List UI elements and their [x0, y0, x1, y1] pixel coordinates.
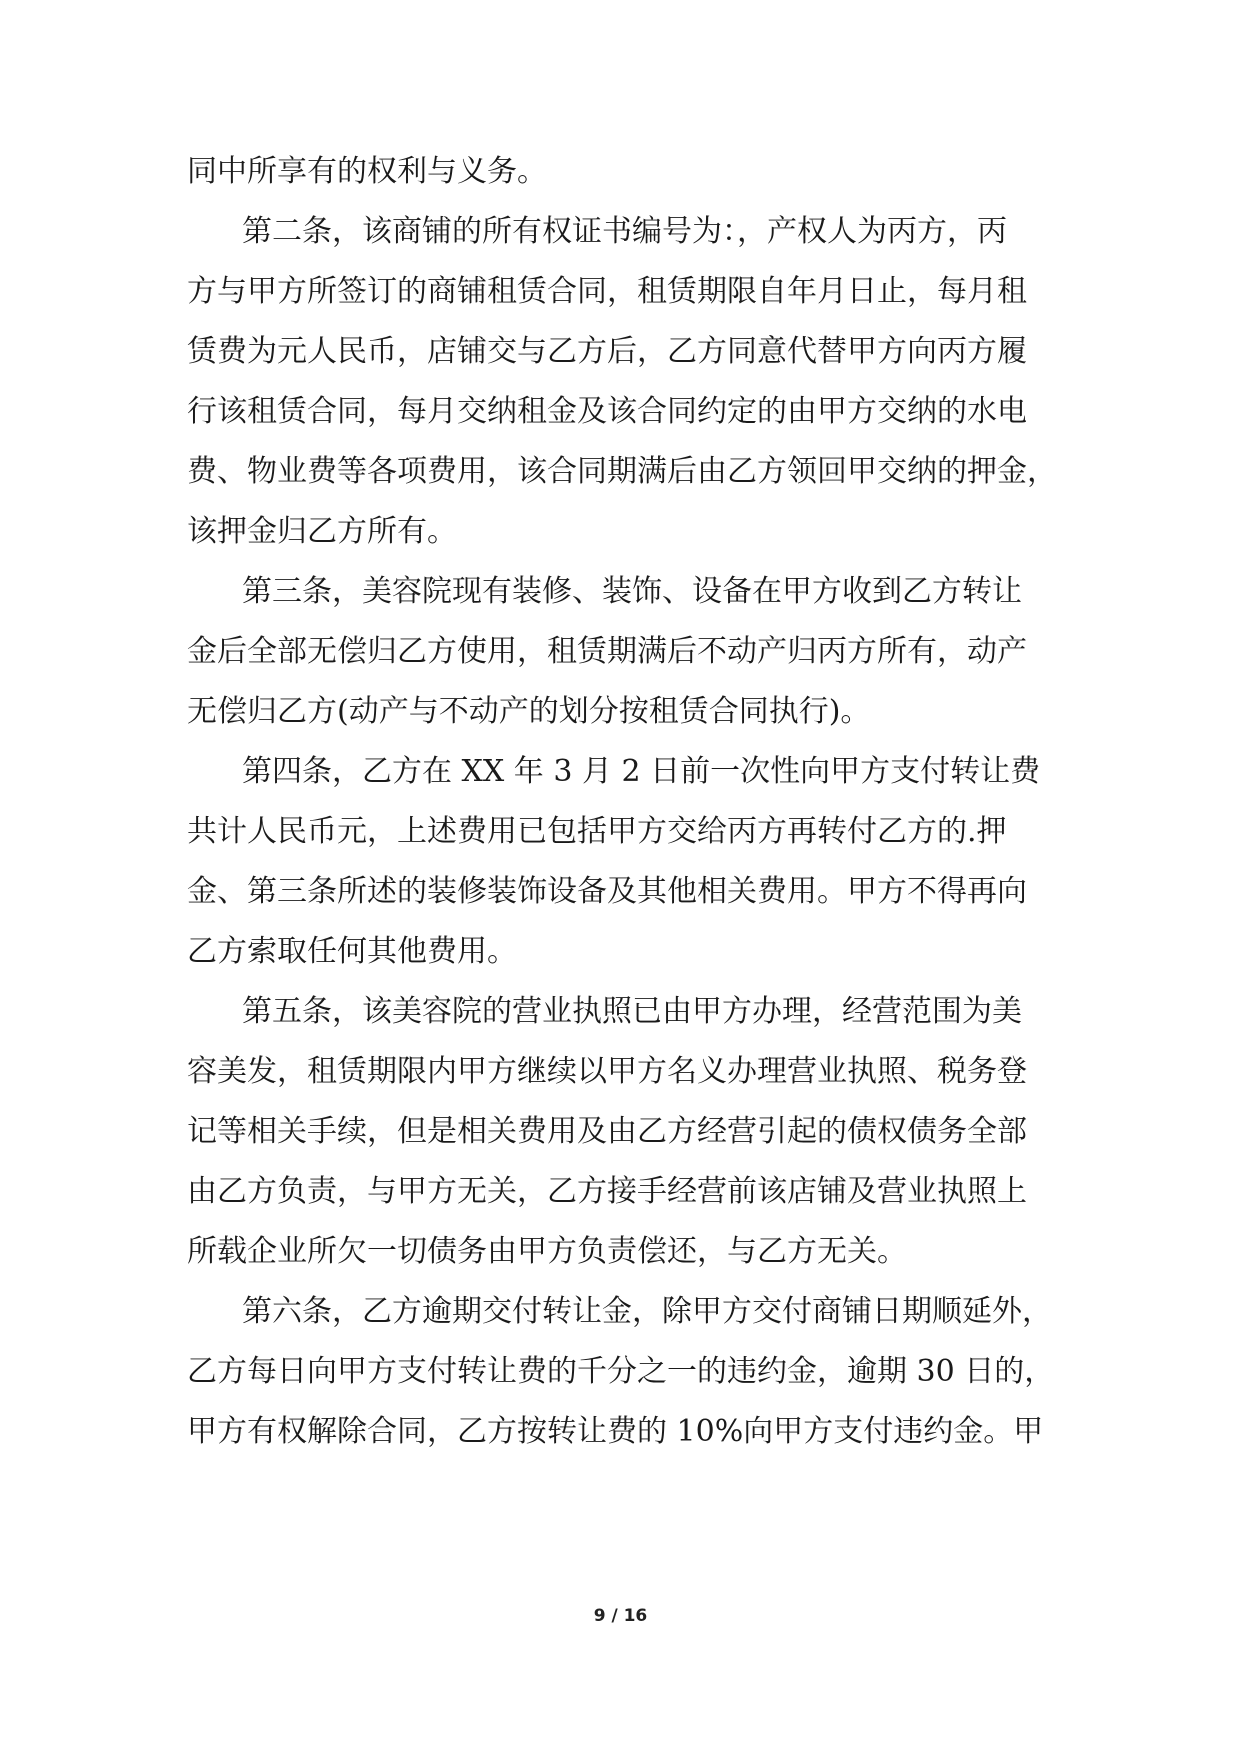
text-line: 第二条，该商铺的所有权证书编号为：，产权人为丙方，丙 — [242, 214, 1007, 249]
text-line: 同中所享有的权利与义务。 — [187, 154, 547, 189]
text-line: 乙方索取任何其他费用。 — [187, 934, 517, 969]
text-line: 该押金归乙方所有。 — [187, 514, 457, 549]
text-line: 方与甲方所签订的商铺租赁合同，租赁期限自年月日止，每月租 — [187, 274, 1027, 309]
text-line: 金后全部无偿归乙方使用，租赁期满后不动产归丙方所有，动产 — [187, 634, 1027, 669]
text-line: 乙方每日向甲方支付转让费的千分之一的违约金，逾期 30 日的， — [187, 1354, 1055, 1389]
page-number: 9 / 16 — [593, 1606, 648, 1626]
text-line: 共计人民币元，上述费用已包括甲方交给丙方再转付乙方的.押 — [187, 814, 1007, 849]
text-line: 由乙方负责，与甲方无关，乙方接手经营前该店铺及营业执照上 — [187, 1174, 1027, 1209]
text-line: 容美发，租赁期限内甲方继续以甲方名义办理营业执照、税务登 — [187, 1054, 1027, 1089]
text-line: 所载企业所欠一切债务由甲方负责偿还，与乙方无关。 — [187, 1234, 907, 1269]
text-line: 金、第三条所述的装修装饰设备及其他相关费用。甲方不得再向 — [187, 874, 1027, 909]
text-line: 行该租赁合同，每月交纳租金及该合同约定的由甲方交纳的水电 — [187, 394, 1027, 429]
text-line: 记等相关手续，但是相关费用及由乙方经营引起的债权债务全部 — [187, 1114, 1027, 1149]
text-line: 无偿归乙方(动产与不动产的划分按租赁合同执行)。 — [187, 694, 871, 729]
text-line: 第三条，美容院现有装修、装饰、设备在甲方收到乙方转让 — [242, 574, 1022, 609]
text-line: 费、物业费等各项费用，该合同期满后由乙方领回甲交纳的押金， — [187, 454, 1057, 489]
text-line: 第六条，乙方逾期交付转让金，除甲方交付商铺日期顺延外， — [242, 1294, 1052, 1329]
text-line: 第五条，该美容院的营业执照已由甲方办理，经营范围为美 — [242, 994, 1022, 1029]
text-line: 甲方有权解除合同，乙方按转让费的 10%向甲方支付违约金。甲 — [187, 1414, 1044, 1449]
text-line: 赁费为元人民币，店铺交与乙方后，乙方同意代替甲方向丙方履 — [187, 334, 1027, 369]
text-line: 第四条，乙方在 XX 年 3 月 2 日前一次性向甲方支付转让费 — [242, 754, 1041, 789]
